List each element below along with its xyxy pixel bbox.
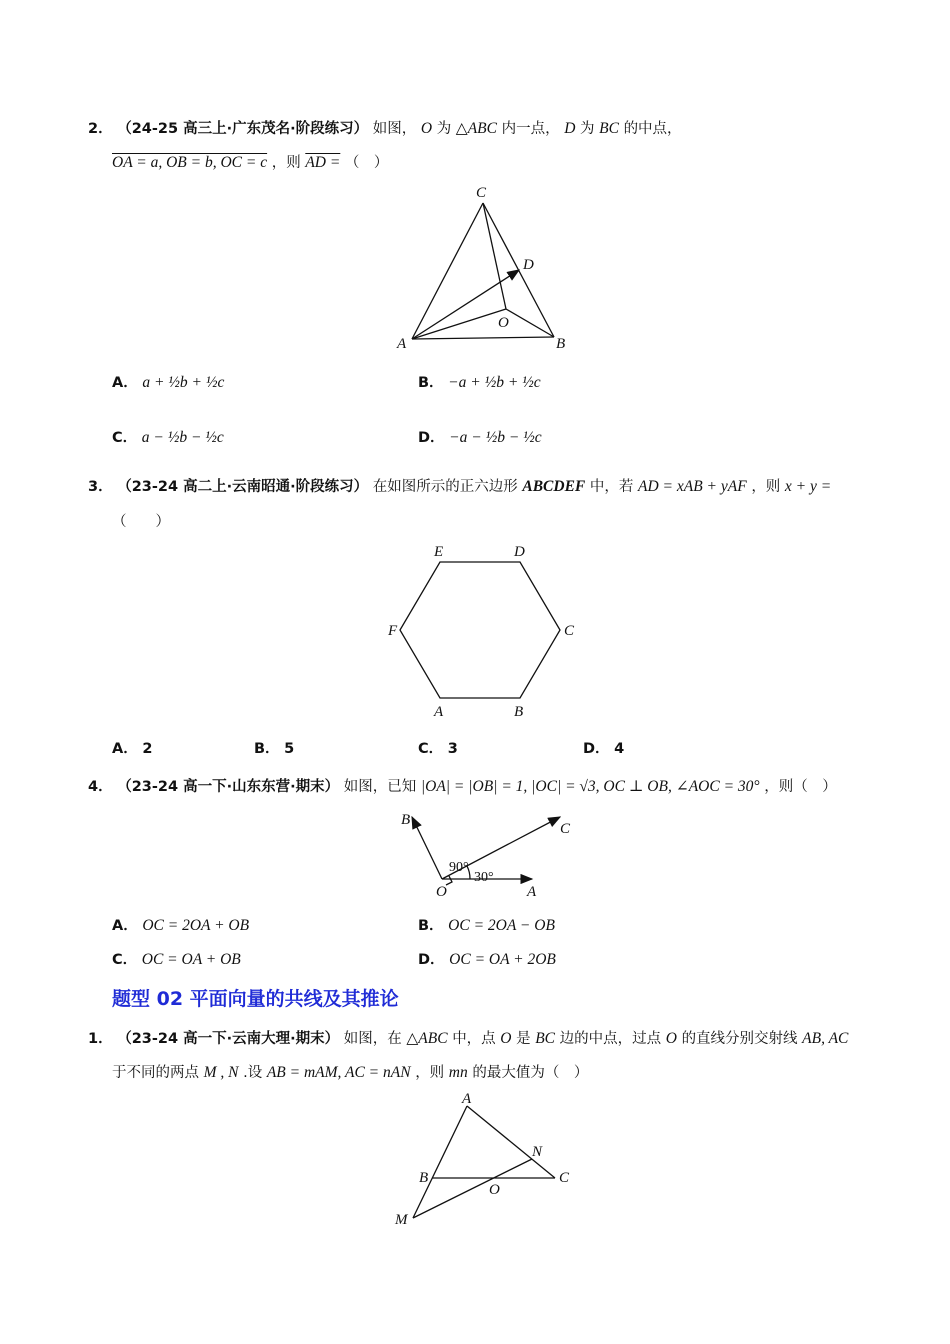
- option-expression: OC = OA + 2OB: [449, 951, 556, 968]
- question-source: （23-24 高一下·云南大理·期末）: [117, 1031, 340, 1047]
- stem-text: 的直线分别交射线: [681, 1031, 798, 1047]
- option-value: 5: [284, 741, 295, 757]
- stem-text: .设: [243, 1065, 263, 1081]
- math-o: O: [420, 120, 433, 137]
- label-d: D: [514, 544, 525, 560]
- line-mn: [413, 1159, 532, 1218]
- stem-text: 在如图所示的正六边形: [372, 479, 518, 495]
- question-source: （23-24 高二上·云南昭通·阶段练习）: [117, 479, 369, 495]
- option-expression: OC = 2OA + OB: [142, 917, 250, 934]
- option-label: A．: [112, 375, 138, 391]
- option-label: C．: [112, 430, 138, 446]
- right-angle-mark: [446, 876, 452, 885]
- label-o: O: [436, 884, 447, 900]
- q3-line2: [112, 510, 170, 531]
- segment-oc: [483, 203, 506, 309]
- math-mn: mn: [448, 1064, 468, 1081]
- math-points: M , N: [203, 1064, 239, 1081]
- q5-triangle-figure: [385, 1088, 585, 1234]
- stem-text: ，则（ ）: [764, 779, 837, 795]
- option-label: A．: [112, 918, 138, 934]
- option-label: D．: [418, 430, 445, 446]
- q2-option-c[interactable]: [112, 426, 224, 447]
- label-b: B: [401, 812, 411, 828]
- math-ad: AD =: [305, 154, 341, 171]
- label-c: C: [564, 623, 575, 639]
- label-d: D: [523, 257, 534, 273]
- label-f: F: [388, 623, 398, 639]
- stem-text: ，则: [415, 1065, 445, 1081]
- q2-triangle-figure: [380, 178, 580, 356]
- option-label: C．: [418, 741, 444, 757]
- math-equation: AD = xAB + yAF: [637, 478, 747, 495]
- option-label: B．: [254, 741, 280, 757]
- math-equations: AB = mAM, AC = nAN: [266, 1064, 411, 1081]
- q2-line1: [88, 117, 682, 138]
- answer-paren: （ ）: [112, 514, 170, 530]
- stem-text: 如图，: [372, 121, 417, 137]
- math-bc: BC: [535, 1030, 556, 1047]
- hexagon: [400, 562, 560, 698]
- answer-paren: （ ）: [344, 155, 389, 171]
- q4-vector-figure: [390, 805, 590, 901]
- option-label: D．: [418, 952, 445, 968]
- stem-text: 如图，在: [343, 1031, 402, 1047]
- math-vector-definitions: OA = a, OB = b, OC = c: [112, 154, 268, 171]
- option-expression: −a + ½b + ½c: [448, 374, 541, 391]
- stem-text: 是: [516, 1031, 531, 1047]
- line-am: [413, 1106, 467, 1218]
- math-o: O: [500, 1030, 512, 1047]
- q3-option-a[interactable]: [112, 737, 152, 758]
- q4-line1: [88, 775, 837, 796]
- stem-text: ，则: [271, 155, 301, 171]
- option-expression: −a − ½b − ½c: [449, 429, 542, 446]
- q4-option-c[interactable]: [112, 948, 241, 969]
- label-m: M: [395, 1212, 408, 1228]
- option-value: 3: [447, 741, 458, 757]
- question-number: 2．: [88, 121, 113, 137]
- q3-option-b[interactable]: [254, 737, 294, 758]
- edge-ab: [412, 337, 554, 339]
- label-a: A: [434, 704, 444, 720]
- option-expression: OC = OA + OB: [141, 951, 241, 968]
- stem-text: ，则: [751, 479, 781, 495]
- label-c: C: [476, 185, 487, 201]
- stem-text: 的中点，: [623, 121, 682, 137]
- math-bc: BC: [599, 120, 619, 137]
- stem-text: 的最大值为（ ）: [472, 1065, 589, 1081]
- label-b: B: [556, 336, 566, 352]
- stem-text: 如图，已知: [343, 779, 417, 795]
- stem-text: 边的中点，过点: [559, 1031, 662, 1047]
- stem-text: 中，点: [452, 1031, 496, 1047]
- option-value: 4: [614, 741, 625, 757]
- label-o: O: [489, 1182, 500, 1198]
- label-o: O: [498, 315, 509, 331]
- edge-ac: [412, 203, 483, 339]
- label-angle-90: 90°: [449, 860, 469, 875]
- q4-option-a[interactable]: [112, 914, 249, 935]
- option-label: B．: [418, 918, 444, 934]
- q5-line1: [88, 1027, 848, 1048]
- option-label: A．: [112, 741, 138, 757]
- label-a: A: [397, 336, 407, 352]
- option-label: D．: [583, 741, 610, 757]
- label-a: A: [527, 884, 537, 900]
- label-c: C: [559, 1170, 570, 1186]
- question-number: 4．: [88, 779, 113, 795]
- label-angle-30: 30°: [474, 870, 494, 885]
- q5-line2: [112, 1061, 588, 1082]
- option-value: 2: [142, 741, 153, 757]
- option-label: C．: [112, 952, 138, 968]
- label-b: B: [419, 1170, 429, 1186]
- option-label: B．: [418, 375, 444, 391]
- q2-line2: [112, 151, 388, 172]
- label-b: B: [514, 704, 524, 720]
- option-expression: a − ½b − ½c: [141, 429, 224, 446]
- stem-text: 为: [580, 121, 595, 137]
- option-expression: a + ½b + ½c: [142, 374, 225, 391]
- q2-option-b[interactable]: [418, 371, 541, 392]
- math-triangle: △ABC: [406, 1030, 448, 1047]
- label-n: N: [532, 1144, 543, 1160]
- math-d: D: [564, 120, 576, 137]
- vector-ob: [412, 817, 442, 879]
- math-triangle: △ABC: [455, 120, 497, 137]
- math-rays: AB, AC: [802, 1030, 849, 1047]
- q2-option-d[interactable]: [418, 426, 542, 447]
- option-expression: OC = 2OA − OB: [448, 917, 555, 934]
- label-c: C: [560, 821, 571, 837]
- segment-oa: [412, 309, 506, 339]
- q4-option-b[interactable]: [418, 914, 555, 935]
- edge-ac: [467, 1106, 555, 1178]
- stem-text: 于不同的两点: [112, 1065, 199, 1081]
- q3-option-c[interactable]: [418, 737, 458, 758]
- math-hexagon: ABCDEF: [522, 478, 586, 495]
- math-xy: x + y =: [784, 478, 832, 495]
- question-number: 3．: [88, 479, 113, 495]
- question-source: （24-25 高三上·广东茂名·阶段练习）: [117, 121, 369, 137]
- question-number: 1．: [88, 1031, 113, 1047]
- stem-text: 中，若: [589, 479, 634, 495]
- q3-hexagon-figure: [380, 540, 580, 722]
- question-source: （23-24 高一下·山东东营·期末）: [117, 779, 340, 795]
- stem-text: 为: [436, 121, 452, 137]
- stem-text: 内一点，: [501, 121, 560, 137]
- math-conditions: |OA| = |OB| = 1, |OC| = √3, OC ⊥ OB, ∠AOC = 30°: [420, 778, 760, 795]
- label-a: A: [462, 1091, 472, 1107]
- q3-line1: [88, 475, 831, 496]
- section-heading: 题型 02 平面向量的共线及其推论: [112, 988, 399, 1010]
- math-o: O: [665, 1030, 677, 1047]
- q3-option-d[interactable]: [583, 737, 624, 758]
- q2-option-a[interactable]: [112, 371, 224, 392]
- q4-option-d[interactable]: [418, 948, 556, 969]
- label-e: E: [434, 544, 444, 560]
